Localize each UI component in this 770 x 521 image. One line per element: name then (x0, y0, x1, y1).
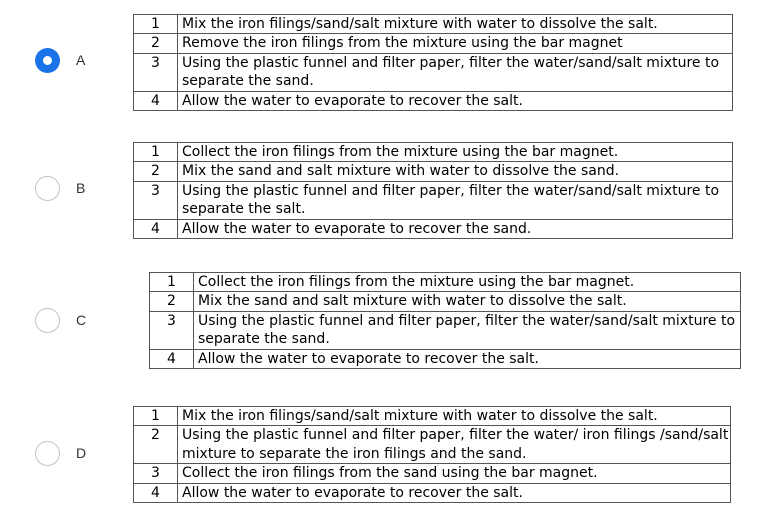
step-text: Using the plastic funnel and filter paper, filter the water/sand/salt mixture to separate the sand. (178, 53, 733, 91)
table-row (150, 292, 741, 311)
table-row (134, 483, 731, 502)
table-row (134, 219, 733, 238)
step-text: Allow the water to evaporate to recover the salt. (178, 91, 733, 110)
step-text: Using the plastic funnel and filter paper, filter the water/ iron filings /sand/salt mixture to separate the iron filings and the sand. (178, 426, 731, 464)
step-number: 1 (134, 15, 178, 34)
option-letter-a: A (76, 52, 86, 68)
step-text: Allow the water to evaporate to recover the salt. (194, 349, 741, 368)
table-row (150, 311, 741, 349)
radio-button-d[interactable] (35, 441, 60, 466)
step-number: 3 (134, 464, 178, 483)
step-number: 1 (150, 273, 194, 292)
step-text: Allow the water to evaporate to recover the sand. (178, 219, 733, 238)
step-number: 2 (150, 292, 194, 311)
table-row (134, 407, 731, 426)
step-text: Mix the iron filings/sand/salt mixture with water to dissolve the salt. (178, 15, 733, 34)
table-row (134, 464, 731, 483)
step-number: 4 (134, 483, 178, 502)
table-row (134, 426, 731, 464)
step-text: Allow the water to evaporate to recover the salt. (178, 483, 731, 502)
step-text: Collect the iron filings from the sand using the bar magnet. (178, 464, 731, 483)
table-row (150, 273, 741, 292)
table-row (134, 181, 733, 219)
step-number: 2 (134, 162, 178, 181)
step-number: 4 (134, 91, 178, 110)
step-text: Mix the iron filings/sand/salt mixture with water to dissolve the salt. (178, 407, 731, 426)
step-number: 3 (134, 53, 178, 91)
option-letter-d: D (76, 445, 87, 461)
table-row (134, 91, 733, 110)
step-text: Remove the iron filings from the mixture using the bar magnet (178, 34, 733, 53)
step-text: Mix the sand and salt mixture with water to dissolve the sand. (178, 162, 733, 181)
table-row (134, 162, 733, 181)
step-text: Collect the iron filings from the mixture using the bar magnet. (178, 143, 733, 162)
step-number: 1 (134, 143, 178, 162)
steps-table-c (149, 272, 741, 369)
option-letter-b: B (76, 180, 86, 196)
radio-button-a[interactable] (35, 48, 60, 73)
table-row (134, 53, 733, 91)
option-letter-c: C (76, 312, 87, 328)
step-number: 1 (134, 407, 178, 426)
steps-table-b (133, 142, 733, 239)
step-text: Using the plastic funnel and filter paper, filter the water/sand/salt mixture to separate the sand. (194, 311, 741, 349)
radio-button-b[interactable] (35, 176, 60, 201)
table-row (134, 34, 733, 53)
step-number: 2 (134, 426, 178, 464)
steps-table-d (133, 406, 731, 503)
step-text: Mix the sand and salt mixture with water to dissolve the salt. (194, 292, 741, 311)
steps-table-a (133, 14, 733, 111)
step-text: Collect the iron filings from the mixture using the bar magnet. (194, 273, 741, 292)
radio-button-c[interactable] (35, 308, 60, 333)
table-row (134, 143, 733, 162)
table-row (150, 349, 741, 368)
table-row (134, 15, 733, 34)
step-number: 4 (150, 349, 194, 368)
step-number: 4 (134, 219, 178, 238)
step-number: 2 (134, 34, 178, 53)
step-text: Using the plastic funnel and filter paper, filter the water/sand/salt mixture to separate the salt. (178, 181, 733, 219)
step-number: 3 (150, 311, 194, 349)
step-number: 3 (134, 181, 178, 219)
